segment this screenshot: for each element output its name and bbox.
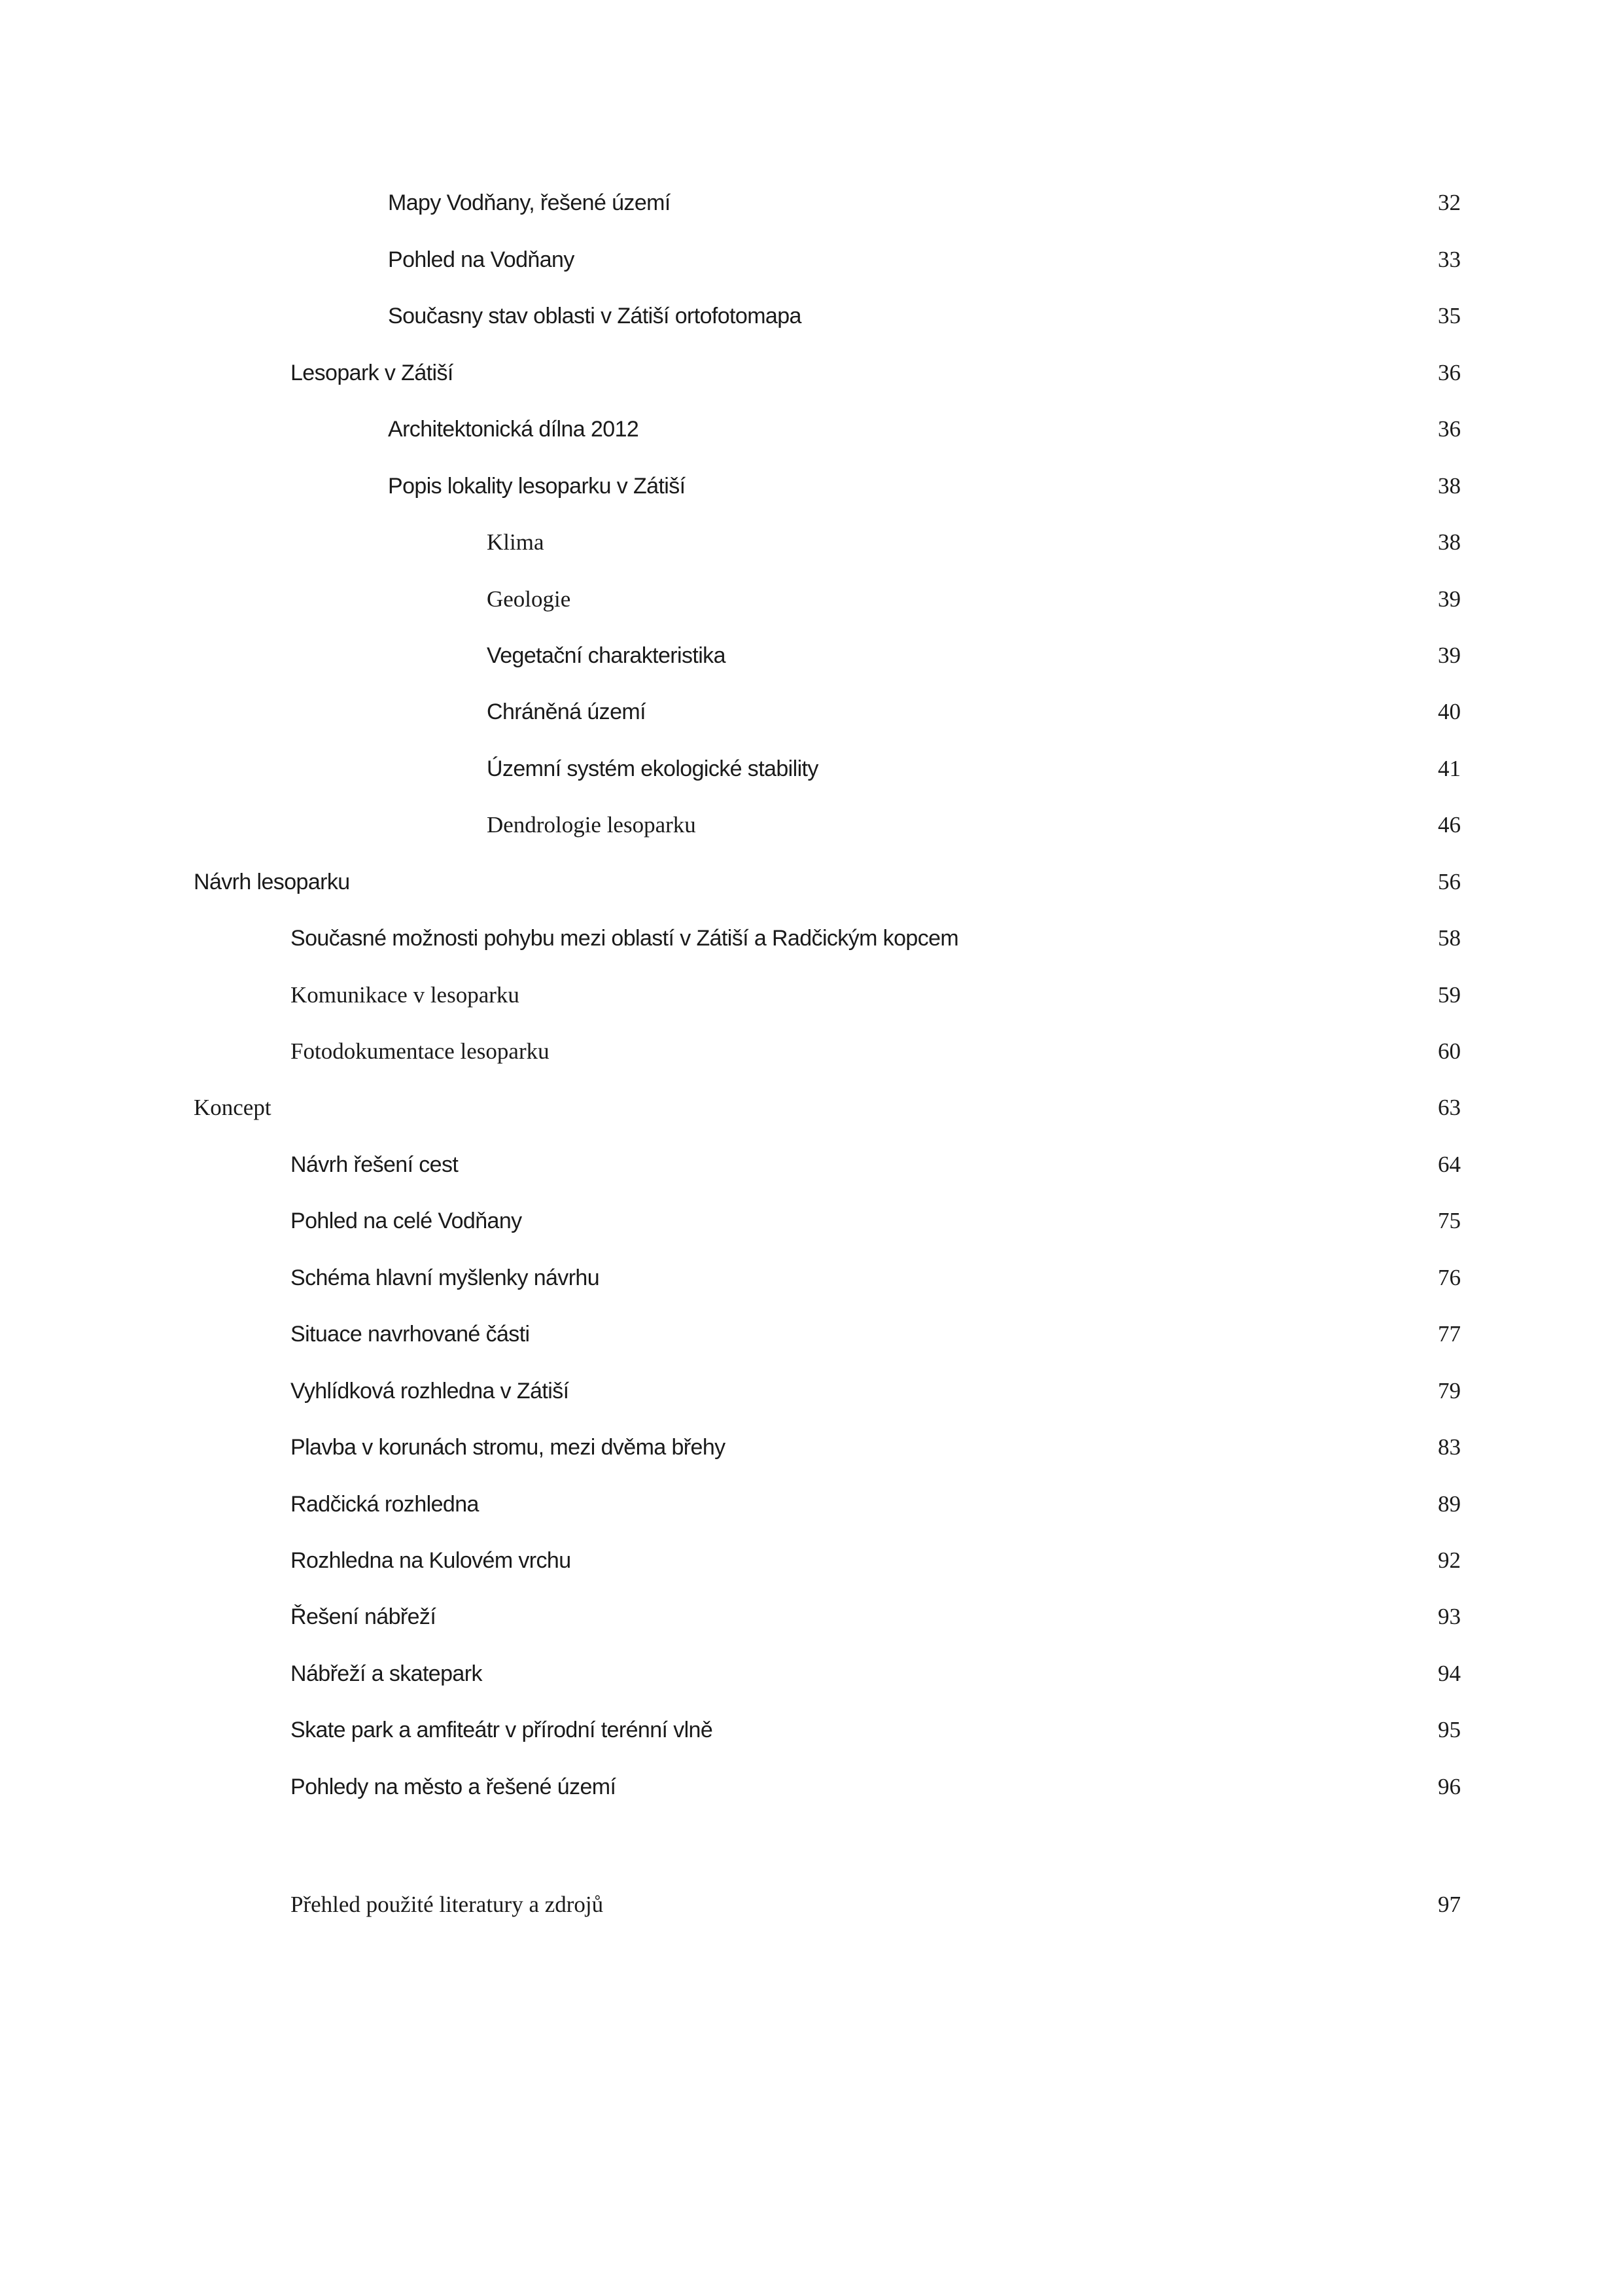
toc-entry-page: 79	[1438, 1378, 1461, 1404]
toc-entry-title: Schéma hlavní myšlenky návrhu	[290, 1265, 600, 1290]
toc-entry-page: 64	[1438, 1152, 1461, 1177]
toc-entry-page: 63	[1438, 1095, 1461, 1120]
toc-entry-title: Pohled na celé Vodňany	[290, 1209, 522, 1233]
toc-entry-page: 33	[1438, 247, 1461, 272]
toc-entry-title: Vegetační charakteristika	[487, 643, 725, 668]
toc-entry-title: Radčická rozhledna	[290, 1492, 479, 1517]
toc-entry-title: Koncept	[194, 1095, 271, 1120]
toc-entry	[0, 1255, 1623, 1301]
toc-entry-page: 59	[1438, 982, 1461, 1008]
toc-entry-title: Popis lokality lesoparku v Zátiší	[388, 474, 686, 499]
toc-entry-page: 36	[1438, 360, 1461, 385]
toc-entry-page: 38	[1438, 529, 1461, 555]
toc-entry-page: 32	[1438, 190, 1461, 215]
toc-entry	[0, 293, 1623, 339]
toc-entry	[0, 802, 1623, 848]
toc-entry-title: Územní systém ekologické stability	[487, 756, 818, 781]
toc-entry-page: 38	[1438, 473, 1461, 499]
toc-entry-title: Plavba v korunách stromu, mezi dvěma břehy	[290, 1435, 725, 1460]
toc-entry-title: Mapy Vodňany, řešené území	[388, 190, 671, 215]
toc-entry-page: 89	[1438, 1491, 1461, 1517]
toc-entry-page: 58	[1438, 925, 1461, 951]
toc-entry-page: 94	[1438, 1661, 1461, 1686]
toc-entry	[0, 350, 1623, 396]
toc-entry	[0, 689, 1623, 735]
toc-entry-title: Současny stav oblasti v Zátiší ortofotomapa	[388, 304, 801, 328]
toc-entry	[0, 1651, 1623, 1697]
toc-entry-title: Současné možnosti pohybu mezi oblastí v Zátiší a Radčickým kopcem	[290, 926, 959, 951]
toc-entry-title: Klima	[487, 529, 544, 555]
toc-entry	[0, 1481, 1623, 1527]
toc-entry-page: 76	[1438, 1265, 1461, 1290]
toc-entry	[0, 1882, 1623, 1928]
toc-entry-title: Lesopark v Zátiší	[290, 361, 453, 385]
toc-entry-title: Řešení nábřeží	[290, 1604, 436, 1629]
toc-entry	[0, 406, 1623, 452]
toc-entry	[0, 1764, 1623, 1810]
toc-entry-page: 75	[1438, 1208, 1461, 1233]
toc-entry-page: 39	[1438, 586, 1461, 612]
toc-entry-title: Skate park a amfiteátr v přírodní terénní vlně	[290, 1718, 713, 1742]
toc-entry-title: Přehled použité literatury a zdrojů	[290, 1892, 604, 1917]
toc-entry-title: Pohled na Vodňany	[388, 247, 574, 272]
toc-entry-page: 95	[1438, 1717, 1461, 1742]
toc-entry	[0, 463, 1623, 509]
toc-entry-title: Pohledy na město a řešené území	[290, 1775, 616, 1799]
toc-entry-page: 40	[1438, 699, 1461, 724]
toc-entry-page: 92	[1438, 1547, 1461, 1573]
toc-entry-title: Komunikace v lesoparku	[290, 982, 519, 1008]
toc-entry	[0, 915, 1623, 961]
toc-entry-page: 35	[1438, 303, 1461, 328]
toc-entry-page: 39	[1438, 643, 1461, 668]
toc-entry	[0, 1424, 1623, 1470]
toc-entry-title: Návrh lesoparku	[194, 870, 350, 894]
toc-entry	[0, 237, 1623, 283]
toc-entry	[0, 1538, 1623, 1583]
toc-entry-page: 83	[1438, 1434, 1461, 1460]
toc-entry-page: 96	[1438, 1774, 1461, 1799]
toc-entry-title: Rozhledna na Kulovém vrchu	[290, 1548, 571, 1573]
toc-entry	[0, 859, 1623, 905]
toc-entry-title: Situace navrhované části	[290, 1322, 530, 1347]
toc-entry	[0, 576, 1623, 622]
toc-entry	[0, 1311, 1623, 1357]
toc-entry	[0, 1368, 1623, 1414]
toc-entry-page: 36	[1438, 416, 1461, 442]
toc-entry	[0, 520, 1623, 565]
toc-entry	[0, 1198, 1623, 1244]
toc-entry-page: 56	[1438, 869, 1461, 894]
toc-entry-title: Dendrologie lesoparku	[487, 812, 696, 838]
toc-entry-title: Geologie	[487, 586, 571, 612]
toc-entry-title: Chráněná území	[487, 699, 646, 724]
toc-entry-title: Nábřeží a skatepark	[290, 1661, 482, 1686]
toc-entry-page: 41	[1438, 756, 1461, 781]
toc-entry	[0, 1707, 1623, 1753]
toc-entry-title: Architektonická dílna 2012	[388, 417, 639, 442]
toc-entry	[0, 1029, 1623, 1074]
toc-entry-title: Návrh řešení cest	[290, 1152, 459, 1177]
toc-entry-page: 97	[1438, 1892, 1461, 1917]
toc-entry	[0, 972, 1623, 1018]
toc-entry-page: 77	[1438, 1321, 1461, 1347]
toc-entry-page: 60	[1438, 1038, 1461, 1064]
toc-entry	[0, 633, 1623, 679]
toc-entry	[0, 746, 1623, 792]
toc-entry	[0, 180, 1623, 226]
toc-entry	[0, 1594, 1623, 1640]
toc-entry	[0, 1142, 1623, 1188]
toc-entry-page: 93	[1438, 1604, 1461, 1629]
toc-entry-title: Vyhlídková rozhledna v Zátiší	[290, 1379, 569, 1404]
toc-entry-title: Fotodokumentace lesoparku	[290, 1038, 550, 1064]
toc-entry	[0, 1085, 1623, 1131]
toc-entry-page: 46	[1438, 812, 1461, 838]
